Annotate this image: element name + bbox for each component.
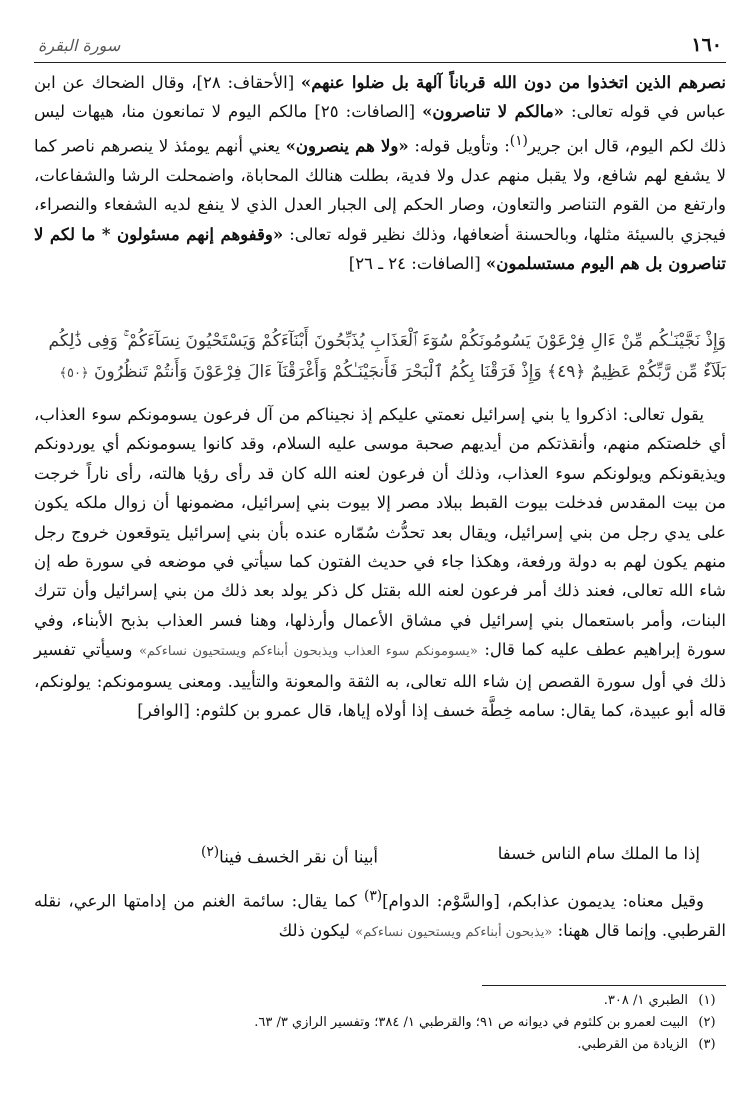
text-span: يقول تعالى: اذكروا يا بني إسرائيل نعمتي عليكم إذ نجيناكم من آل فرعون يسومونكم سوء العذاب، أي خلصتكم منهم، وأنقذتكم من أيديهم صحبة موسى عليه السلام، وقد كانوا يسومونكم أي يوردونكم ويذيقونكم ويولونكم سوء العذاب، وذلك أن فرعون لعنه الله كان قد رأى رؤيا هالته، رأى ناراً خرجت من بيت المقدس فدخلت بيوت القبط ببلاد مصر إلا بيوت بني إسرائيل، مضمونها أن زوال ملكه يكون على يدي رجل من بني إسرائيل، ويقال بعد تحدُّث سُمّاره عنده بأن بني إسرائيل يتوقعون خروج رجل منهم يكون لهم به دولة ورفعة، وهكذا جاء في حديث الفتون كما سيأتي في موضعه في سورة طه إن شاء الله تعالى، فعند ذلك أمر فرعون لعنه الله بقتل كل ذكر يولد بعد ذلك من بني إسرائيل وأن تترك البنات، وأمر باستعمال بني إسرائيل في مشاق الأعمال وأرذلها، وهنا فسر العذاب بذبح الأبناء، وفي سورة إبراهيم عطف عليه كما قال: bbox=[34, 405, 726, 660]
footnote-item bbox=[34, 1034, 726, 1056]
text-span: [الأحقاف: ٢٨]، وقال الضحاك عن ابن عباس في قوله تعالى: bbox=[34, 73, 726, 122]
footnote-ref[interactable]: (٣) bbox=[363, 888, 383, 904]
text-span: [الصافات: ٢٤ ـ ٢٦] bbox=[348, 253, 486, 273]
verse-end-marker: ﴿٥٠﴾ bbox=[59, 366, 89, 381]
footnote-text: البيت لعمرو بن كلثوم في ديوانه ص ٩١؛ والقرطبي ١/ ٣٨٤؛ وتفسير الرازي ٣/ ٦٣. bbox=[254, 1015, 688, 1030]
text-span: وسيأتي تفسير ذلك في أول سورة القصص إن شاء الله تعالى، به الثقة والمعونة والتأييد. ومعنى يسومونكم: يولونكم، قاله أبو عبيدة، كما يقال: سامه خِطَّة خسف إذا أولاه إياها، قال عمرو بن كلثوم: [الوافر] bbox=[34, 640, 726, 721]
quran-quote: نصرهم الذين اتخذوا من دون الله قرباناً آلهة بل ضلوا عنهم» bbox=[300, 73, 726, 92]
quran-verse-block bbox=[34, 326, 726, 390]
quran-quote: «مالكم لا تناصرون» bbox=[422, 102, 564, 122]
footnotes bbox=[34, 990, 726, 1056]
verse-line-2: بَلَآءٌ مِّن رَّبِّكُمْ عَظِيمٌ ﴿٤٩﴾ وَإِذْ فَرَقْنَا بِكُمُ ٱلْبَحْرَ فَأَنجَيْنَـٰكُمْ وَأَغْرَقْنَآ ءَالَ فِرْعَوْنَ وَأَنتُمْ تَنظُرُونَ bbox=[93, 362, 726, 382]
poem-verse bbox=[34, 840, 726, 870]
poem-hemistich-2: أبينا أن نقر الخسف فينا bbox=[219, 847, 378, 867]
quran-quote-inline: «يسومونكم سوء العذاب ويذبحون أبناءكم ويستحيون نساءكم» bbox=[138, 644, 478, 660]
footnote-item bbox=[34, 990, 726, 1012]
text-span: ليكون ذلك bbox=[278, 920, 356, 940]
text-span: يعني أنهم يومئذ لا ينصرهم ناصر كما لا يشفع لهم شافع، ولا يقبل منهم عدل ولا فدية، بطلت هنالك المحاباة، واضمحلت الرشا والشفاعات، وارتفع من القوم التناصر والتعاون، وصار الحكم إلى الجبار العدل الذي لا ينفع لديه الشفعاء والنصراء، فيجزي بالسيئة مثلها، وبالحسنة أضعافها، وذلك نظير قوله تعالى: bbox=[34, 136, 726, 244]
page-header bbox=[34, 32, 726, 63]
footnote-number: (٣) bbox=[698, 1037, 716, 1052]
quran-quote-inline: «يذبحون أبناءكم ويستحيون نساءكم» bbox=[355, 924, 553, 940]
verse-line-1: وَإِذْ نَجَّيْنَـٰكُم مِّنْ ءَالِ فِرْعَوْنَ يَسُومُونَكُمْ سُوٓءَ ٱلْعَذَابِ يُذَبِّحُونَ أَبْنَآءَكُمْ وَيَسْتَحْيُونَ نِسَآءَكُمْ ۚ وَفِى ذَٰلِكُم bbox=[48, 331, 726, 351]
text-span: وقيل معناه: يديمون عذابكم، [والسَّوْم: الدوام] bbox=[382, 891, 704, 911]
footnote-text: الزيادة من القرطبي. bbox=[577, 1037, 688, 1052]
footnote-divider bbox=[482, 985, 726, 986]
footnote-number: (٢) bbox=[698, 1015, 716, 1030]
footnote-item bbox=[34, 1012, 726, 1034]
surah-title: سورة البقرة bbox=[38, 36, 121, 55]
commentary-paragraph-2 bbox=[34, 400, 726, 725]
poem-hemistich-1: إذا ما الملك سام الناس خسفا bbox=[497, 844, 700, 863]
commentary-paragraph-3 bbox=[34, 882, 726, 947]
footnote-text: الطبري ١/ ٣٠٨. bbox=[603, 993, 688, 1008]
footnote-ref[interactable]: (١) bbox=[509, 132, 528, 149]
quran-quote: «ولا هم ينصرون» bbox=[285, 136, 409, 156]
text-span: كما يقال: سائمة الغنم من إدامتها الرعي، نقله القرطبي. وإنما قال ههنا: bbox=[34, 891, 726, 940]
footnote-number: (١) bbox=[698, 993, 716, 1008]
commentary-paragraph-1 bbox=[34, 68, 726, 278]
text-span: [الصافات: ٢٥] مالكم اليوم لا تمانعون منا، هيهات ليس ذلك لكم اليوم، قال ابن جرير bbox=[34, 102, 726, 156]
quran-quote: «وقفوهم إنهم مسئولون * ما لكم لا تناصرون بل هم اليوم مستسلمون» bbox=[34, 224, 726, 273]
footnote-ref[interactable]: (٢) bbox=[201, 844, 220, 860]
page-number: ١٦٠ bbox=[691, 34, 722, 56]
text-span: : وتأويل قوله: bbox=[408, 136, 510, 156]
